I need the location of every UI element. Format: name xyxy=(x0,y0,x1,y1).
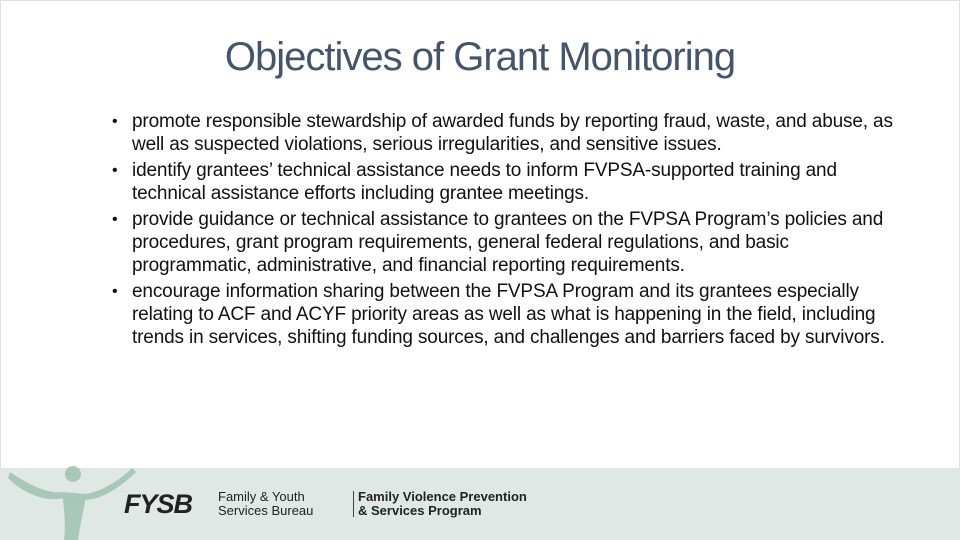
bullet-icon: • xyxy=(112,113,118,130)
bullet-icon: • xyxy=(112,283,118,300)
bullet-icon: • xyxy=(112,162,118,179)
person-figure-icon xyxy=(0,466,140,540)
bullet-item xyxy=(112,159,902,205)
program-line1: Family Violence Prevention xyxy=(358,489,527,504)
program-name xyxy=(358,490,618,518)
bullet-icon: • xyxy=(112,211,118,228)
fysb-logo-mark: FYSB xyxy=(124,489,193,519)
bullet-text: promote responsible stewardship of awarded funds by reporting fraud, waste, and abuse, as well as suspected violations, serious irregularities, and sensitive issues. xyxy=(132,111,893,155)
bullet-text: identify grantees’ technical assistance needs to inform FVPSA-supported training and technical assistance efforts including grantee meetings. xyxy=(132,160,837,204)
bullet-text: encourage information sharing between the FVPSA Program and its grantees especially relating to ACF and ACYF priority areas as well as what is happening in the field, including trends in services, shifting funding sources, and challenges and barriers faced by survivors. xyxy=(132,281,885,348)
bullet-list xyxy=(112,110,902,352)
slide-title: Objectives of Grant Monitoring xyxy=(224,35,736,79)
bullet-text: provide guidance or technical assistance to grantees on the FVPSA Program’s policies and procedures, grant program requirements, general federal regulations, and basic programmatic, administrative, and financial reporting requirements. xyxy=(132,209,884,276)
program-line2: & Services Program xyxy=(358,503,482,518)
fysb-subtitle-line2: Services Bureau xyxy=(218,503,314,518)
logo-divider xyxy=(353,491,354,517)
bullet-item xyxy=(112,110,902,156)
fysb-logo-subtitle xyxy=(218,490,358,518)
bullet-item xyxy=(112,280,902,349)
bullet-item xyxy=(112,208,902,277)
fysb-subtitle-line1: Family & Youth xyxy=(218,489,305,504)
